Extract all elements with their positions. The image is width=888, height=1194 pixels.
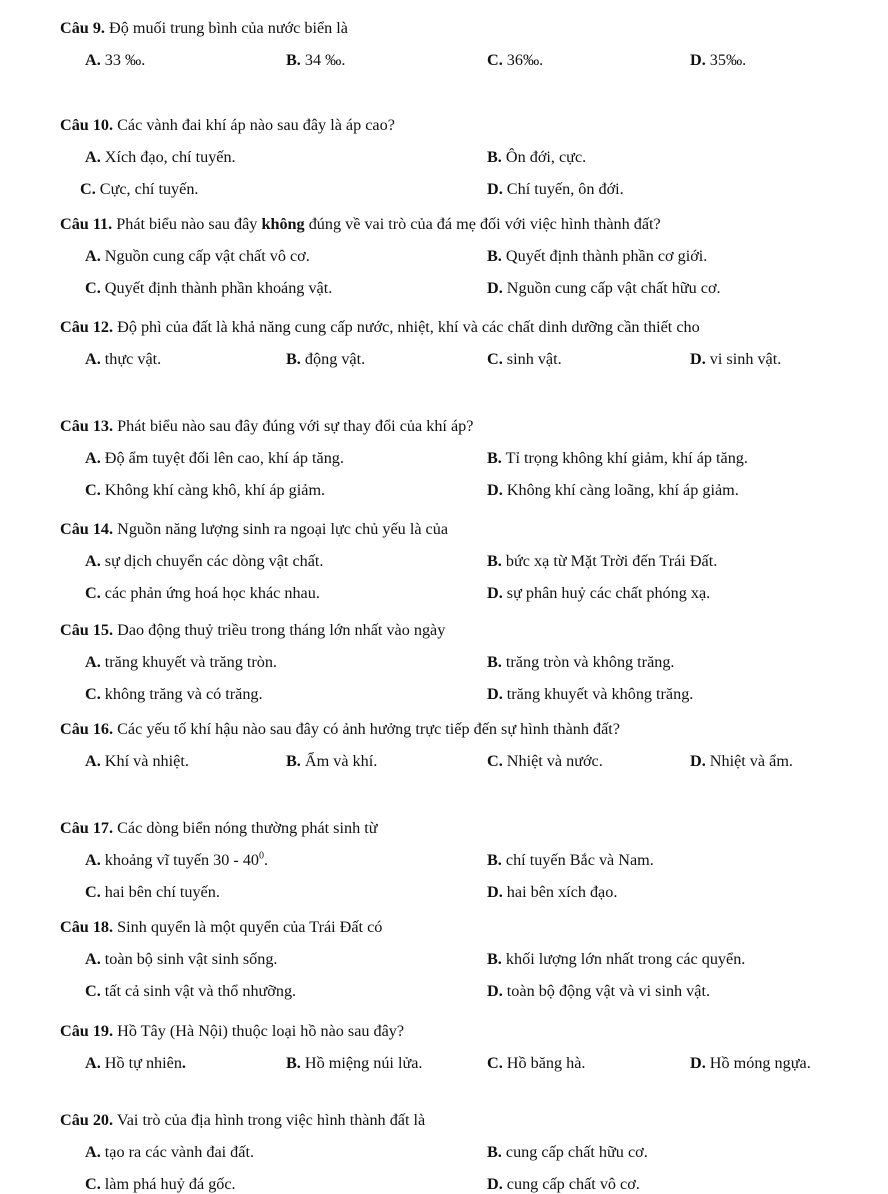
question-number: Câu 9.: [60, 19, 105, 37]
answer-option-a: [85, 551, 323, 571]
question-text: Độ phì của đất là khả năng cung cấp nước, nhiệt, khí và các chất dinh dưỡng cần thiết cho: [113, 318, 700, 336]
question-stem: [60, 214, 661, 234]
question-number: Câu 16.: [60, 720, 114, 738]
answer-option-b: [487, 652, 674, 672]
question-number: Câu 11.: [60, 215, 113, 233]
answer-option-d: [690, 1053, 811, 1073]
answer-option-a: [85, 448, 344, 468]
question-text: đúng về vai trò của đá mẹ đối với việc hình thành đất?: [304, 215, 661, 233]
answer-option-d: [690, 349, 781, 369]
answer-option-a: [85, 1053, 186, 1073]
question-stem: [60, 317, 700, 337]
question-stem: [60, 416, 473, 436]
option-letter: C.: [487, 350, 503, 368]
option-letter: C.: [85, 279, 101, 297]
answer-option-d: [487, 684, 693, 704]
option-text: làm phá huỷ đá gốc.: [100, 1175, 236, 1193]
answer-option-a: [85, 850, 268, 870]
question-text: Phát biểu nào sau đây đúng với sự thay đổi của khí áp?: [113, 417, 474, 435]
option-text: khoảng vĩ tuyến 30 - 40: [100, 851, 260, 869]
option-letter: D.: [487, 279, 503, 297]
option-text: cung cấp chất hữu cơ.: [501, 1143, 648, 1161]
option-letter: D.: [487, 481, 503, 499]
answer-option-d: [487, 179, 624, 199]
answer-option-d: [487, 882, 617, 902]
option-text: trăng khuyết và trăng tròn.: [100, 653, 277, 671]
option-letter: A.: [85, 1054, 101, 1072]
answer-option-c: [85, 583, 320, 603]
option-letter: D.: [690, 350, 706, 368]
option-text: sinh vật.: [502, 350, 562, 368]
question-number: Câu 17.: [60, 819, 114, 837]
option-text: Không khí càng loãng, khí áp giảm.: [502, 481, 739, 499]
answer-option-c: [487, 751, 603, 771]
option-letter: B.: [487, 449, 502, 467]
answer-option-d: [690, 751, 793, 771]
option-text: Nhiệt và ẩm.: [705, 752, 793, 770]
option-text: Tỉ trọng không khí giảm, khí áp tăng.: [501, 449, 748, 467]
option-text: hai bên chí tuyến.: [100, 883, 220, 901]
option-superscript: 0: [259, 850, 265, 862]
option-text: Nguồn cung cấp vật chất hữu cơ.: [502, 279, 721, 297]
option-letter: B.: [487, 247, 502, 265]
question-number: Câu 15.: [60, 621, 114, 639]
option-letter: C.: [487, 51, 503, 69]
option-text: Hồ miệng núi lửa.: [300, 1054, 423, 1072]
option-text: Hồ móng ngựa.: [705, 1054, 811, 1072]
option-letter: D.: [487, 584, 503, 602]
option-suffix: .: [181, 1054, 186, 1072]
answer-option-b: [487, 448, 748, 468]
option-text: các phản ứng hoá học khác nhau.: [100, 584, 320, 602]
option-text: động vật.: [300, 350, 366, 368]
option-text: 36‰.: [502, 51, 544, 69]
answer-option-d: [690, 50, 746, 70]
question-number: Câu 13.: [60, 417, 114, 435]
option-text: Ôn đới, cực.: [501, 148, 587, 166]
answer-option-c: [85, 882, 220, 902]
answer-option-c: [85, 981, 296, 1001]
option-letter: D.: [690, 752, 706, 770]
option-text: toàn bộ động vật và vi sinh vật.: [502, 982, 711, 1000]
answer-option-b: [286, 751, 377, 771]
option-text: sự dịch chuyển các dòng vật chất.: [100, 552, 324, 570]
answer-option-a: [85, 751, 189, 771]
question-text: Vai trò của địa hình trong việc hình thành đất là: [113, 1111, 426, 1129]
answer-option-c: [85, 278, 332, 298]
option-letter: A.: [85, 51, 101, 69]
answer-option-a: [85, 1142, 254, 1162]
answer-option-b: [286, 50, 345, 70]
option-letter: A.: [85, 1143, 101, 1161]
option-text: toàn bộ sinh vật sinh sống.: [100, 950, 278, 968]
question-text: Các dòng biển nóng thường phát sinh từ: [113, 819, 378, 837]
option-text: 33 ‰.: [100, 51, 146, 69]
answer-option-d: [487, 480, 739, 500]
option-letter: D.: [487, 180, 503, 198]
answer-option-c: [487, 50, 543, 70]
option-letter: D.: [487, 1175, 503, 1193]
question-text: Độ muối trung bình của nước biển là: [104, 19, 348, 37]
question-number: Câu 10.: [60, 116, 114, 134]
option-text: Hồ tự nhiên: [100, 1054, 182, 1072]
option-text: trăng tròn và không trăng.: [501, 653, 675, 671]
answer-option-a: [85, 949, 277, 969]
question-text: Các vành đai khí áp nào sau đây là áp cao?: [113, 116, 395, 134]
answer-option-a: [85, 147, 236, 167]
answer-option-c: [487, 349, 562, 369]
option-text: bức xạ từ Mặt Trời đến Trái Đất.: [501, 552, 718, 570]
option-text: khối lượng lớn nhất trong các quyển.: [501, 950, 746, 968]
question-number: Câu 20.: [60, 1111, 114, 1129]
option-text: Độ ẩm tuyệt đối lên cao, khí áp tăng.: [100, 449, 344, 467]
answer-option-d: [487, 583, 710, 603]
answer-option-b: [487, 850, 654, 870]
option-letter: A.: [85, 851, 101, 869]
option-letter: D.: [690, 51, 706, 69]
answer-option-d: [487, 278, 721, 298]
option-letter: B.: [487, 1143, 502, 1161]
option-letter: B.: [286, 51, 301, 69]
question-stem: [60, 18, 348, 38]
question-stem: [60, 620, 445, 640]
answer-option-a: [85, 652, 277, 672]
answer-option-c: [85, 684, 263, 704]
option-letter: D.: [487, 883, 503, 901]
option-text: trăng khuyết và không trăng.: [502, 685, 694, 703]
option-text: Quyết định thành phần cơ giới.: [501, 247, 708, 265]
option-letter: C.: [85, 685, 101, 703]
option-text: Khí và nhiệt.: [100, 752, 189, 770]
answer-option-c: [80, 179, 198, 199]
option-text: sự phân huỷ các chất phóng xạ.: [502, 584, 711, 602]
option-text: Không khí càng khô, khí áp giảm.: [100, 481, 326, 499]
option-letter: B.: [286, 752, 301, 770]
answer-option-b: [286, 1053, 422, 1073]
answer-option-b: [487, 551, 717, 571]
option-letter: B.: [487, 552, 502, 570]
answer-option-d: [487, 1174, 640, 1194]
answer-option-b: [487, 147, 586, 167]
answer-option-c: [487, 1053, 585, 1073]
option-letter: A.: [85, 449, 101, 467]
option-text: Nguồn cung cấp vật chất vô cơ.: [100, 247, 310, 265]
question-stem: [60, 917, 382, 937]
option-letter: B.: [487, 950, 502, 968]
option-letter: B.: [487, 653, 502, 671]
option-letter: C.: [85, 982, 101, 1000]
option-letter: C.: [85, 481, 101, 499]
option-text: Chí tuyến, ôn đới.: [502, 180, 624, 198]
option-text: hai bên xích đạo.: [502, 883, 618, 901]
answer-option-c: [85, 480, 325, 500]
option-letter: A.: [85, 148, 101, 166]
option-letter: D.: [487, 685, 503, 703]
option-letter: B.: [487, 851, 502, 869]
answer-option-a: [85, 246, 310, 266]
option-text: Xích đạo, chí tuyến.: [100, 148, 236, 166]
option-suffix: .: [264, 851, 269, 869]
question-stem: [60, 1021, 404, 1041]
question-text: Phát biểu nào sau đây: [112, 215, 262, 233]
answer-option-a: [85, 50, 145, 70]
question-number: Câu 12.: [60, 318, 114, 336]
option-letter: B.: [487, 148, 502, 166]
option-letter: A.: [85, 950, 101, 968]
question-text: Dao động thuỷ triều trong tháng lớn nhất vào ngày: [113, 621, 446, 639]
option-text: Ẩm và khí.: [300, 752, 378, 770]
option-text: không trăng và có trăng.: [100, 685, 263, 703]
answer-option-d: [487, 981, 710, 1001]
question-text: Hồ Tây (Hà Nội) thuộc loại hồ nào sau đây?: [113, 1022, 405, 1040]
option-text: tất cả sinh vật và thổ nhưỡng.: [100, 982, 297, 1000]
answer-option-b: [487, 949, 745, 969]
question-number: Câu 18.: [60, 918, 114, 936]
option-letter: C.: [85, 1175, 101, 1193]
option-letter: B.: [286, 350, 301, 368]
question-number: Câu 19.: [60, 1022, 114, 1040]
option-letter: A.: [85, 752, 101, 770]
option-text: tạo ra các vành đai đất.: [100, 1143, 255, 1161]
option-text: 35‰.: [705, 51, 747, 69]
option-text: Quyết định thành phần khoáng vật.: [100, 279, 333, 297]
option-letter: C.: [80, 180, 96, 198]
answer-option-c: [85, 1174, 236, 1194]
option-letter: A.: [85, 247, 101, 265]
option-letter: D.: [690, 1054, 706, 1072]
option-letter: C.: [487, 752, 503, 770]
option-letter: C.: [85, 883, 101, 901]
question-text: Các yếu tố khí hậu nào sau đây có ảnh hưởng trực tiếp đến sự hình thành đất?: [113, 720, 620, 738]
option-letter: C.: [487, 1054, 503, 1072]
option-text: 34 ‰.: [300, 51, 346, 69]
option-text: cung cấp chất vô cơ.: [502, 1175, 640, 1193]
question-text: Sinh quyển là một quyển của Trái Đất có: [113, 918, 383, 936]
question-stem: [60, 1110, 425, 1130]
question-number: Câu 14.: [60, 520, 114, 538]
option-letter: C.: [85, 584, 101, 602]
option-text: vi sinh vật.: [705, 350, 782, 368]
question-stem: [60, 818, 377, 838]
answer-option-b: [286, 349, 365, 369]
answer-option-a: [85, 349, 161, 369]
question-stem: [60, 719, 620, 739]
question-emphasis: không: [261, 215, 305, 233]
option-text: thực vật.: [100, 350, 162, 368]
option-letter: A.: [85, 653, 101, 671]
option-letter: B.: [286, 1054, 301, 1072]
question-stem: [60, 519, 448, 539]
option-text: Nhiệt và nước.: [502, 752, 603, 770]
option-text: Cực, chí tuyến.: [95, 180, 199, 198]
question-text: Nguồn năng lượng sinh ra ngoại lực chủ yếu là của: [113, 520, 449, 538]
option-letter: A.: [85, 552, 101, 570]
option-letter: A.: [85, 350, 101, 368]
answer-option-b: [487, 1142, 648, 1162]
option-text: Hồ băng hà.: [502, 1054, 586, 1072]
answer-option-b: [487, 246, 707, 266]
option-letter: D.: [487, 982, 503, 1000]
option-text: chí tuyến Bắc và Nam.: [501, 851, 654, 869]
question-stem: [60, 115, 395, 135]
